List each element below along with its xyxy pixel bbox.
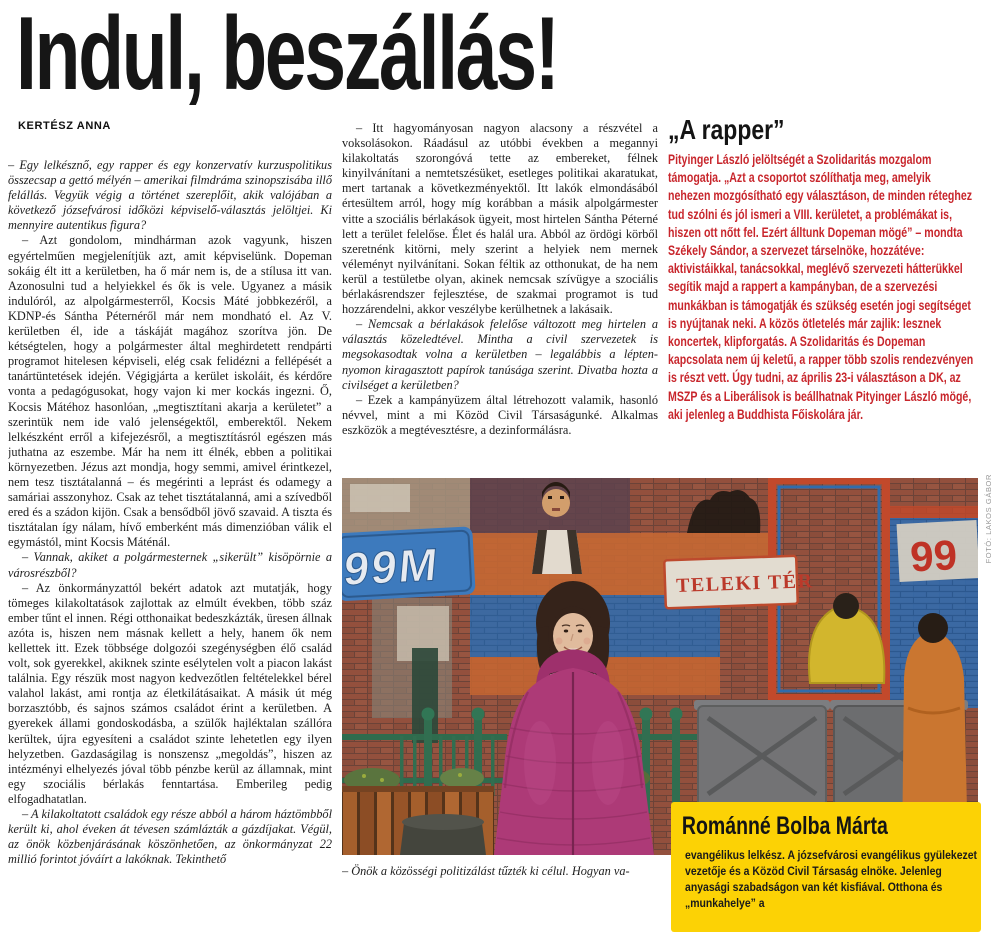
sidebar-red-text: Pityinger László jelöltségét a Szolidaritás mozgalom támogatja. „Azt a csoportot szólíthatja meg, amelyik nehezen mozgósítható egy választáson, de minden réteghez tud szólni és jól ismeri a VIII. kerületet, a problémákat is, hiszen ott nőtt fel. Ezért álltunk Dopeman mögé” – mondta Székely Sándor, a szervezet társelnöke, hozzátéve: aktivistáikkal, tanácsokkal, meglévő szervezeti hátterükkel segítik majd a rappert a kampányban, de a szervezési munkákban is támogatják és szükség esetén jogi segítséget is nyújtanak neki. A közös ötletelés már zajlik: lesznek koncertek, klipforgatás. A Szolidaritás és Dopeman kapcsolata nem új keletű, a rapper több szolis rendezvényen is részt vett. Úgy tudni, az április 23-i választáson a DK, az MSZP és a Liberálisok is beállhatnak Pityinger László mögé, aki jelenleg a Buddhista Főiskolára jár.	[668, 152, 974, 422]
paragraph: – A kilakoltatott családok egy része abból a három háztömbből került ki, ahol éveken át tévesen számlázták a gázdíjakat. Végül, az önök közbenjárásának köszönhetően, az önkormányzat 22 millió forintot jóváírt a lakóknak. Tekinthető	[8, 807, 332, 867]
headline: Indul, beszállás!	[16, 0, 558, 112]
article-column-left	[8, 158, 332, 890]
photo-caption: – Önök a közösségi politizálást tűzték ki célul. Hogyan va-	[342, 864, 630, 878]
paragraph: – Egy lelkésznő, egy rapper és egy konzervatív kurzuspolitikus összecsap a gettó mélyén – amerikai filmdráma szinopszisába illő felállás. Vegyük végig a történet szereplőit, akik valójában a következő józsefvárosi időközi képviselő-választás jelöltjei. Ki mennyire autentikus figura?	[8, 158, 332, 233]
infobox	[671, 802, 981, 932]
infobox-heading: Románné Bolba Márta	[681, 812, 888, 840]
byline: KERTÉSZ ANNA	[18, 120, 111, 132]
photo-illustration	[342, 478, 978, 855]
paragraph: – Itt hagyományosan nagyon alacsony a részvétel a voksolásokon. Ráadásul az utóbbi években a megannyi kilakoltatás szorongóvá tette az embereket, félnek kinyilvánítani a nemtetszésüket, esetleges politikai akaratukat, mert tartanak a következményektől. Itt lakók elmondásából értesültem arról, hogy míg korábban a másik alpolgármester vitte a szociális bérlakások ügyeit, most hirtelen Sántha Péterné lett a terület felelőse. Élet és halál ura. Abból az ördögi körből szeretnénk kitörni, mely szerint a helyiek nem mernek véleményt nyilvánítani. Sokan féltik az otthonukat, de ha nem kerül a testületbe olyan, akinek nemcsak szívügye a szociális bérlakásrendszer fejlesztése, de szakmai programot is tud hozzárendelni, akkor veszélybe kerülhetnek a lakásaik.	[342, 121, 658, 317]
photo-credit: FOTÓ: LAKOS GÁBOR	[984, 474, 993, 564]
paragraph: – Azt gondolom, mindhárman azok vagyunk, hiszen egyértelműen megjelenítjük azt, amit képviselünk. Dopeman sokáig élt itt a kerületben, ha ő már nem is, de a stílusa itt van. Azonosulni tud a helyiekkel és ők is vele. Ugyanez a másik indulóról, az alpolgármesterről, Kocsis Máté jobbkezéről, a KDNP-és Sántha Péternéről már nem mondható el. Az V. kerületben él, ide a táskáját magához szorítva jön. De kétségtelen, hogy a polgármester által meghirdetett rendpárti programot hitelesen képviseli, elég csak felidézni a fellépését a tanártüntetések idején. Végigjárta a kerület iskoláit, és kérdőre vonta a pedagógusokat, hogy vajon ki mer kockás ingezni. Ő, Kocsis Mátéhoz hasonlóan, „megtisztítani akarja a kerületet” a szerintük nem ide való jelenségektől, emberektől. Nekem lelkészként erről a kifejezésről, a megtisztításról egészen más juthatna az eszembe. Már ha nem itt élnék, ebben a politikai környezetben. Jézus azt mondja, hogy semmi, amivel érintkezel, nem tesz tisztátalanná – és megérinti a leprást és odamegy a samáriai asszonyhoz. Csak az tehet tisztátalanná, ami a szívedből ered és a szádon kijön. Csak a bensődből jövő szavaid. A tiszta és tisztátalan így nálam, hívő emberként más dimenzióban válik el egymástól, mint Kocsis Máténál.	[8, 233, 332, 550]
graffiti-99-text: 99	[909, 531, 959, 581]
paragraph: – Vannak, akiket a polgármesternek „sikerült” kisöpörnie a városrészből?	[8, 550, 332, 580]
graffiti-teleki-text: TELEKI TÉR	[675, 570, 814, 597]
graffiti-99m-text: 99M	[342, 538, 442, 596]
infobox-body: evangélikus lelkész. A józsefvárosi evangélikus gyülekezet vezetője és a Közöd Civil Társaság elnöke. Jelenleg anyasági szabadságon van két kisfiával. Otthona és „munkahelye” a	[685, 848, 978, 910]
sidebar-heading: „A rapper”	[668, 114, 785, 145]
photo-woman-graffiti-wall	[342, 478, 978, 855]
paragraph: – Az önkormányzattól bekért adatok azt mutatják, hogy tömeges kilakoltatások zajlottak az elmúlt években, több száz ember tűnt el innen. Régi otthonaikat bedeszkázták, üresen állnak azóta is, hiszen nem másnak kellett a hely, hanem ők nem kellettek itt. Ezek többsége dolgozói szegénységben élő család volt, sok gyerekkel, akiknek szinte esélytelen volt a piacon lakást találnia. Egy részük most nagyon kedvezőtlen feltételekkel bérel valahol lakást, ami rontja az életkilátásaikat. A másik út még borzasztóbb, és sajnos számos családot érint a kerületben. A gyerekek állami gondoskodásba, a szülők hajléktalan szállóra kerültek, újra egyesíteni a családot szinte lehetetlen egy ilyen helyzetben. Gazdaságilag is nonszensz „megoldás”, hiszen az intézményi elhelyezés jóval több pénzbe kerül az államnak, mint egy szociális bérlakás fenntartása. Emberileg pedig elfogadhatatlan.	[8, 580, 332, 806]
paragraph: – Nemcsak a bérlakások felelőse változott meg hirtelen a választás közeledtével. Mintha a civil szervezetek is megsokasodtak volna a kerületben – legalábbis a lépten-nyomon kiragasztott papírok tanúsága szerint. Divatba hozta a civilséget a kerületben?	[342, 317, 658, 392]
paragraph: – Ezek a kampányüzem által létrehozott valamik, hasonló névvel, mint a mi Közöd Civil Társaságunké. Alkalmas eszközök a megtévesztésre, a dezinformálásra.	[342, 392, 658, 437]
article-column-middle	[342, 121, 658, 477]
